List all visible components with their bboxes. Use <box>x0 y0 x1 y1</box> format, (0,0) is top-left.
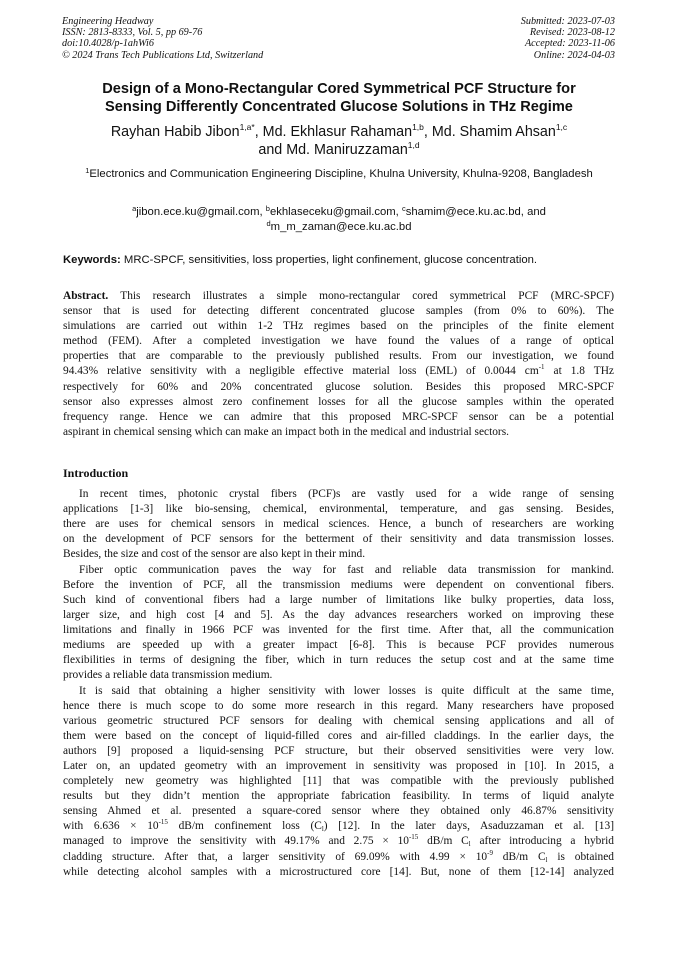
abstract-line: method (FEM). After a completed investigation we have found the values of a range of optical <box>63 335 614 348</box>
email-address: jibon.ece.ku@gmail.com, <box>136 206 266 218</box>
author-affil-marker: 1,a* <box>239 122 255 132</box>
abstract-line: simulations are carried out within 1-2 THz regimes based on the principles of the finite element <box>63 320 614 333</box>
journal-name: Engineering Headway <box>62 16 154 27</box>
affiliation-marker: 1 <box>85 166 90 175</box>
body-line: It is said that obtaining a higher sensitivity with lower losses is quite difficult at the same time, <box>79 684 614 697</box>
publication-dates <box>521 16 615 61</box>
author-affil-marker: 1,b <box>412 122 424 132</box>
body-line: Before the invention of PCF, all the transmission mediums were dependent on conventional fibers. <box>63 578 614 591</box>
body-paragraph <box>63 487 614 562</box>
body-line: while detecting alcohol samples with a microstructured core [14]. But, none of them [12-14] analyzed <box>63 865 614 878</box>
keywords-text: MRC-SPCF, sensitivities, loss properties, light confinement, glucose concentration. <box>120 254 538 266</box>
title-line: Sensing Differently Concentrated Glucose Solutions in THz Regime <box>105 99 573 115</box>
body-line: larger size, and high cost [4 and 5]. As the day advances researchers worked on improving these <box>63 608 614 621</box>
abstract-line: 94.43% relative sensitivity with a negligible effective material loss (EML) of 0.0044 $cm^{-1}$ at 1.8 THz <box>63 363 614 378</box>
body-line: Besides, the size and cost of the sensor are also kept in their mind. <box>63 548 366 561</box>
abstract-line: aspirant in chemical sensing which can make an impact both in the medical and industrial sectors. <box>63 425 509 438</box>
abstract-line: sensor also expresses almost zero confinement losses for all the glucose samples within the operated <box>63 395 614 408</box>
online-date: Online: 2024-04-03 <box>533 49 615 61</box>
body-line: applications [1-3] like bio-sensing, chemical, environmental, temperature, and gas sensing. Besides, <box>63 503 614 516</box>
body-line: sensing Ahmed et al. presented a square-cored sensor where they obtained only 46.87% sensitivity <box>63 805 614 818</box>
email-address: ekhlaseceku@gmail.com, <box>269 206 402 218</box>
doi-line: doi:10.4028/p-1ahWi6 <box>62 38 154 50</box>
body-line: them were based on the concept of liquid-filled cores and air-filled claddings. In the earlier days, the <box>63 729 614 742</box>
abstract-line: Abstract. This research illustrates a simple mono-rectangular cored symmetrical PCF (MRC-SPCF) <box>63 290 614 302</box>
journal-info <box>62 16 263 61</box>
body-line: cladding structure. After that, a larger sensitivity of 69.09% with $4.99 \times 10^{-9}$ dB/m $C_l$ is obtained <box>63 848 614 864</box>
abstract-line: properties that are comparable to the previously published results. From our investigation, we found <box>63 350 614 363</box>
author-line <box>40 123 638 141</box>
affiliation <box>80 166 598 182</box>
author-separator: , <box>423 124 432 140</box>
body-line: Such kind of conventional fibers had a large number of limitations like bulky properties, data loss, <box>63 593 614 606</box>
revised-date: Revised: 2023-08-12 <box>529 27 615 39</box>
author-list <box>40 123 638 159</box>
submitted-date: Submitted: 2023-07-03 <box>520 16 615 27</box>
affiliation-text: Electronics and Communication Engineering Discipline, Khulna University, Khulna-9208, Bangladesh <box>89 168 593 180</box>
body-line: various geometric structured PCF sensors for dealing with chemical sensing applications and all of <box>63 714 614 727</box>
abstract-line: frequency range. Hence we can admire that this proposed MRC-SPCF sensor can be a potential <box>63 410 614 423</box>
body-line: In recent times, photonic crystal fibers (PCF)s are vastly used for a wide range of sensing <box>79 488 614 500</box>
abstract-line: sensor that is used for detecting different concentrated glucose samples (from 0% to 60%). The <box>63 305 614 318</box>
body-line: limitations and finally in 1966 PCF was invented for the first time. After that, all the communication <box>63 623 614 636</box>
body-line: Later on, an updated geometry with an improvement in sensitivity was proposed in [10]. In 2015, a <box>63 759 614 772</box>
email-marker: a <box>132 204 137 213</box>
author-name: Md. Ekhlasur Rahaman <box>262 124 413 140</box>
body-line: there are uses for chemical sensors in medical sciences. Hence, a bunch of researchers are working <box>63 518 614 531</box>
issn-line: ISSN: 2813-8333, Vol. 5, pp 69-76 <box>62 27 203 39</box>
body-line: Fiber optic communication paves the way for fast and reliable data transmission for mankind. <box>79 563 614 576</box>
email-marker: d <box>266 219 271 228</box>
body-paragraph <box>63 684 614 880</box>
body-line: with $6.636 \times 10^{-15}$ dB/m confinement loss $(C_l)$ [12]. In the later days, Asaduzzaman et al. [13] <box>63 818 614 834</box>
email-marker: b <box>265 204 270 213</box>
body-line: on the development of PCF sensors for the betterment of their sensitivity and data transmission losses. <box>63 533 614 546</box>
body-line: mediums are speeded up with a greater impact [6-8]. This is because PCF provides numerous <box>63 638 614 651</box>
body-line: managed to improve the sensitivity with 49.17% and $2.75 \times 10^{-15}$ dB/m $C_l$ after introducing a hybrid <box>63 833 614 849</box>
body-line: provides a reliable data transmission medium. <box>63 669 273 682</box>
abstract <box>63 289 614 440</box>
paper-title <box>50 80 628 116</box>
title-line: Design of a Mono-Rectangular Cored Symmetrical PCF Structure for <box>102 81 576 97</box>
author-line <box>40 141 638 159</box>
email-address: shamim@ece.ku.ac.bd, and <box>405 206 546 218</box>
copyright-line: © 2024 Trans Tech Publications Ltd, Switzerland <box>62 49 264 61</box>
body-line: authors [9] proposed a liquid-sensing PCF structure, but their observed sensitivities were very low. <box>63 744 614 757</box>
keywords-label: Keywords: <box>63 254 121 266</box>
email-address: m_m_zaman@ece.ku.ac.bd <box>270 221 412 233</box>
body-line: flexibilities in terms of designing the fiber, which in turn reduces the setup cost and at the same time <box>63 654 614 667</box>
abstract-label: Abstract. <box>63 290 109 302</box>
abstract-line: respectively for 60% and 20% concentrated glucose solution. Besides this proposed MRC-SPCF <box>63 380 614 393</box>
keywords <box>63 253 623 267</box>
email-marker: c <box>401 204 406 213</box>
section-heading: Introduction <box>63 466 129 480</box>
author-separator: , <box>254 124 263 140</box>
accepted-date: Accepted: 2023-11-06 <box>524 38 615 50</box>
body-line: results but they didn’t mention the appropriate fabrication feasibility. In terms of liquid analyte <box>63 790 614 803</box>
author-name: and Md. Maniruzzaman <box>258 142 408 158</box>
author-name: Rayhan Habib Jibon <box>110 124 240 140</box>
email-list <box>90 205 588 235</box>
body-line: completely new geometry was highlighted [11] that was compatible with the previously published <box>63 775 614 788</box>
body-line: hence there is much scope to do some more research in this regard. Many researchers have proposed <box>63 699 614 712</box>
author-affil-marker: 1,d <box>407 140 420 150</box>
author-affil-marker: 1,c <box>555 122 568 132</box>
body-paragraph <box>63 563 614 684</box>
author-name: Md. Shamim Ahsan <box>431 124 556 140</box>
